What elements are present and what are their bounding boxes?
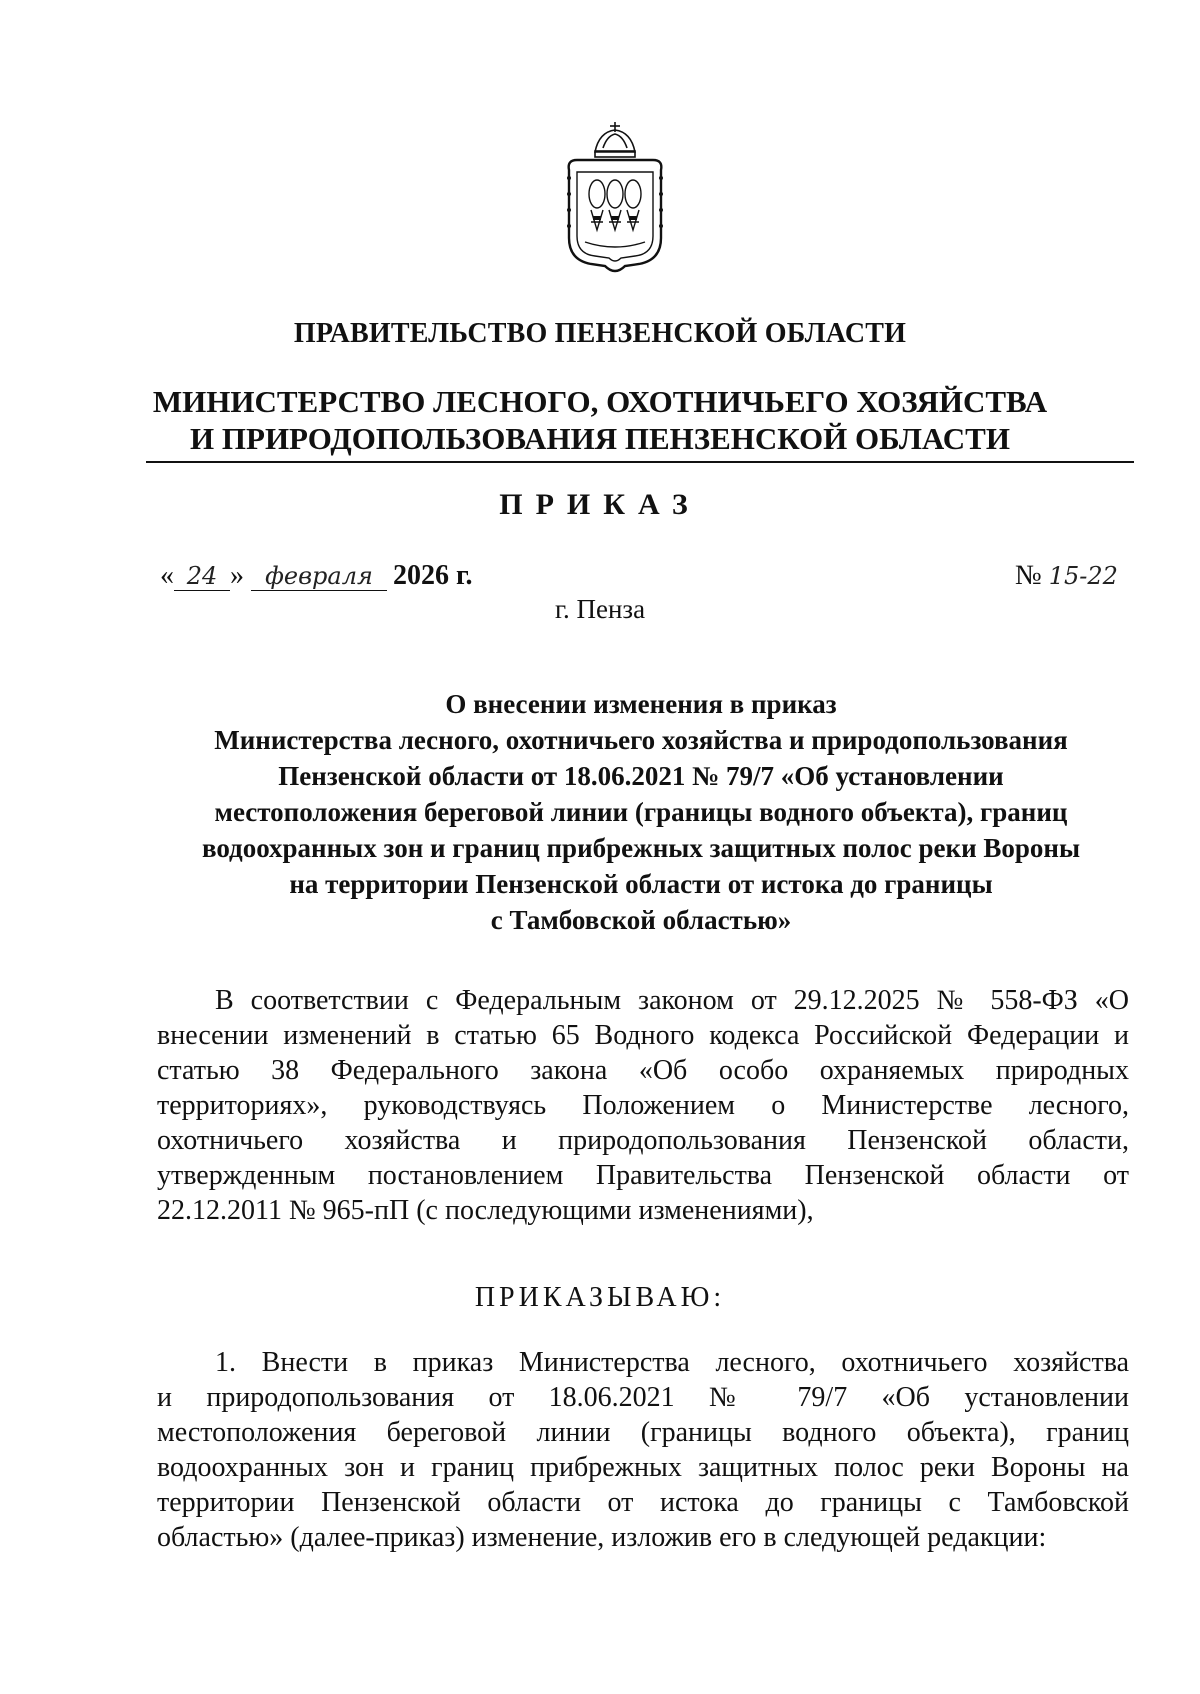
- document-type-title: ПРИКАЗ: [499, 488, 701, 521]
- document-date: [160, 560, 473, 592]
- subject-line: с Тамбовской областью»: [490, 905, 792, 935]
- item-1-line: и природопользования от 18.06.2021 № 79/7 «Об установлении: [157, 1382, 1129, 1413]
- preamble-line: территориях», руководствуясь Положением о Министерстве лесного,: [157, 1090, 1129, 1121]
- coat-of-arms-emblem: [555, 118, 675, 278]
- item-1-line: местоположения береговой линии (границы водного объекта), границ: [157, 1417, 1129, 1448]
- preamble-paragraph: [157, 983, 1129, 1228]
- document-city: г. Пенза: [554, 594, 646, 624]
- subject-line: водоохранных зон и границ прибрежных защитных полос реки Вороны: [201, 833, 1081, 863]
- subject-line: О внесении изменения в приказ: [445, 689, 837, 719]
- item-1-line: территории Пензенской области от истока до границы с Тамбовской: [157, 1487, 1129, 1518]
- number-sign: №: [1015, 560, 1042, 591]
- date-month-handwritten: февраля: [251, 562, 387, 591]
- ministry-title-line-1: МИНИСТЕРСТВО ЛЕСНОГО, ОХОТНИЧЬЕГО ХОЗЯЙСТВА: [152, 384, 1048, 419]
- item-1-line: водоохранных зон и границ прибрежных защитных полос реки Вороны на: [157, 1452, 1129, 1483]
- item-1-line: областью» (далее-приказ) изменение, изложив его в следующей редакции:: [157, 1522, 1047, 1553]
- header-divider: [146, 461, 1134, 463]
- ministry-title-line-2: И ПРИРОДОПОЛЬЗОВАНИЯ ПЕНЗЕНСКОЙ ОБЛАСТИ: [190, 421, 1010, 456]
- subject-line: на территории Пензенской области от истока до границы: [289, 869, 993, 899]
- number-value-handwritten: 15-22: [1048, 562, 1118, 590]
- date-day-handwritten: 24: [174, 562, 230, 591]
- subject-line: Министерства лесного, охотничьего хозяйства и природопользования: [214, 725, 1068, 755]
- preamble-line: статью 38 Федерального закона «Об особо охраняемых природных: [157, 1055, 1129, 1086]
- date-open-quote: «: [160, 560, 174, 591]
- preamble-line: В соответствии с Федеральным законом от 29.12.2025 № 558-ФЗ «О: [215, 985, 1129, 1016]
- preamble-line: утвержденным постановлением Правительства Пензенской области от: [157, 1160, 1129, 1191]
- preamble-line: 22.12.2011 № 965-пП (с последующими изменениями),: [157, 1195, 814, 1226]
- preamble-line: внесении изменений в статью 65 Водного кодекса Российской Федерации и: [157, 1020, 1129, 1051]
- date-year: 2026 г.: [393, 560, 473, 591]
- document-subject: [150, 686, 1132, 938]
- preamble-line: охотничьего хозяйства и природопользования Пензенской области,: [157, 1125, 1129, 1156]
- document-number: [1015, 560, 1118, 592]
- ministry-title: [0, 383, 1200, 457]
- item-1-paragraph: [157, 1345, 1129, 1555]
- order-word: ПРИКАЗЫВАЮ:: [474, 1282, 726, 1313]
- subject-line: местоположения береговой линии (границы водного объекта), границ: [214, 797, 1068, 827]
- subject-line: Пензенской области от 18.06.2021 № 79/7 «Об установлении: [278, 761, 1004, 791]
- government-title: ПРАВИТЕЛЬСТВО ПЕНЗЕНСКОЙ ОБЛАСТИ: [293, 318, 907, 349]
- item-1-line: 1. Внести в приказ Министерства лесного, охотничьего хозяйства: [215, 1347, 1129, 1378]
- date-close-quote: »: [230, 560, 244, 591]
